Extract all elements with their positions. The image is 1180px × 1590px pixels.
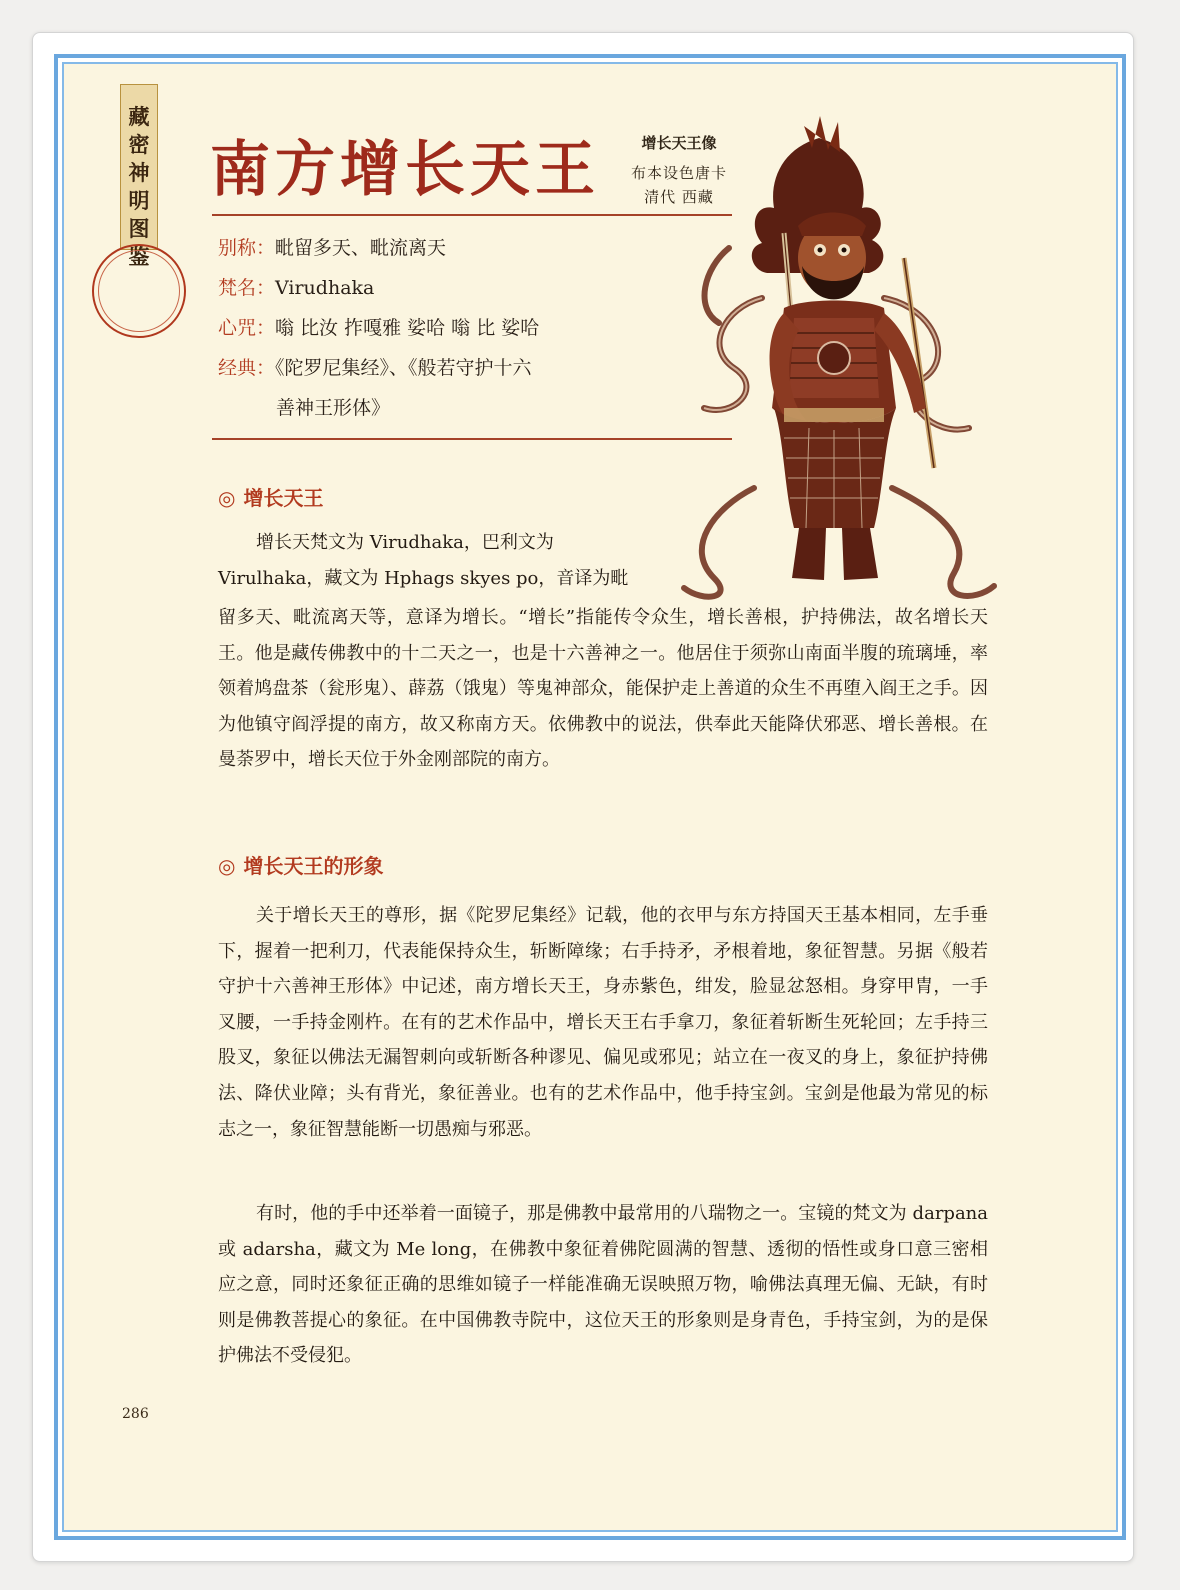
sanskrit-row xyxy=(218,276,374,300)
alias-row xyxy=(218,236,446,260)
alias-value: 毗留多天、毗流离天 xyxy=(275,237,447,259)
scripture-row xyxy=(218,356,532,380)
seal-stamp xyxy=(92,244,186,338)
section-heading-1 xyxy=(218,482,323,511)
heavenly-king-illustration xyxy=(634,108,1014,608)
mantra-row xyxy=(218,316,539,340)
king-head xyxy=(798,213,866,300)
king-body xyxy=(770,301,926,581)
section1-para-line2: Virulhaka，藏文为 Hphags skyes po，音译为毗 xyxy=(218,568,629,589)
scripture-label: 经典： xyxy=(218,357,276,379)
sanskrit-label: 梵名： xyxy=(218,277,276,299)
section-marker-icon: ◎ xyxy=(218,486,236,510)
sanskrit-value: Virudhaka xyxy=(275,277,375,299)
mantra-value: 嗡 比汝 拃嘎雅 娑哈 嗡 比 娑哈 xyxy=(275,317,540,339)
section-heading-2-text: 增长天王的形象 xyxy=(243,854,384,878)
page-title: 南方增长天王 xyxy=(210,135,600,205)
mantra-label: 心咒： xyxy=(218,317,276,339)
section-heading-2 xyxy=(218,850,383,879)
section-heading-1-text: 增长天王 xyxy=(243,486,324,510)
page-number: 286 xyxy=(122,1406,149,1422)
section-marker-icon: ◎ xyxy=(218,854,236,878)
scripture-value-line2: 善神王形体》 xyxy=(276,397,391,419)
section2-para-1: 关于增长天王的尊形，据《陀罗尼集经》记载，他的衣甲与东方持国天王基本相同，左手垂下，握着一把利刀，代表能保持众生，斩断障缘；右手持矛，矛根着地，象征智慧。另据《般若守护十六善神王形体》中记述，南方增长天王，身赤紫色，绀发，脸显忿怒相。身穿甲胄，一手叉腰，一手持金刚杵。在有的艺术作品中，增长天王右手拿刀，象征着斩断生死轮回；左手持三股叉，象征以佛法无漏智刺向或斩断各种谬见、偏见或邪见；站立在一夜叉的身上，象征护持佛法、降伏业障；头有背光，象征善业。也有的艺术作品中，他手持宝剑。宝剑是他最为常见的标志之一，象征智慧能断一切愚痴与邪恶。 xyxy=(218,905,988,1140)
section1-para-line1: 增长天梵文为 Virudhaka，巴利文为 xyxy=(256,532,554,553)
section1-para-rest: 留多天、毗流离天等，意译为增长。“增长”指能传令众生，增长善根，护持佛法，故名增长天王。他是藏传佛教中的十二天之一，也是十六善神之一。他居住于须弥山南面半腹的琉璃埵，率领着鸠盘茶（瓮形鬼）、薜荔（饿鬼）等鬼神部众，能保护走上善道的众生不再堕入阎王之手。因为他镇守阎浮提的南方，故又称南方天。依佛教中的说法，供奉此天能降伏邪恶、增长善根。在曼荼罗中，增长天位于外金刚部院的南方。 xyxy=(218,607,988,771)
figure-caption-title: 增长天王像 xyxy=(641,134,717,152)
series-tab-label: 藏密神明图鉴 xyxy=(128,105,150,269)
scripture-row-cont xyxy=(276,396,390,420)
figure-caption-medium: 布本设色唐卡 xyxy=(630,164,727,182)
figure-caption-period: 清代 西藏 xyxy=(644,188,714,206)
scripture-value-line1: 《陀罗尼集经》、《般若守护十六 xyxy=(275,357,532,379)
section2-para-2: 有时，他的手中还举着一面镜子，那是佛教中最常用的八瑞物之一。宝镜的梵文为 darpana 或 adarsha，藏文为 Me long，在佛教中象征着佛陀圆满的智慧、透彻的悟性或身口意三密相应之意，同时还象征正确的思维如镜子一样能准确无误映照万物，喻佛法真理无偏、无缺，有时则是佛教菩提心的象征。在中国佛教寺院中，这位天王的形象则是身青色，手持宝剑，为的是保护佛法不受侵犯。 xyxy=(218,1203,988,1367)
book-page xyxy=(64,64,1116,1530)
series-tab xyxy=(120,84,158,269)
alias-label: 别称： xyxy=(218,237,276,259)
